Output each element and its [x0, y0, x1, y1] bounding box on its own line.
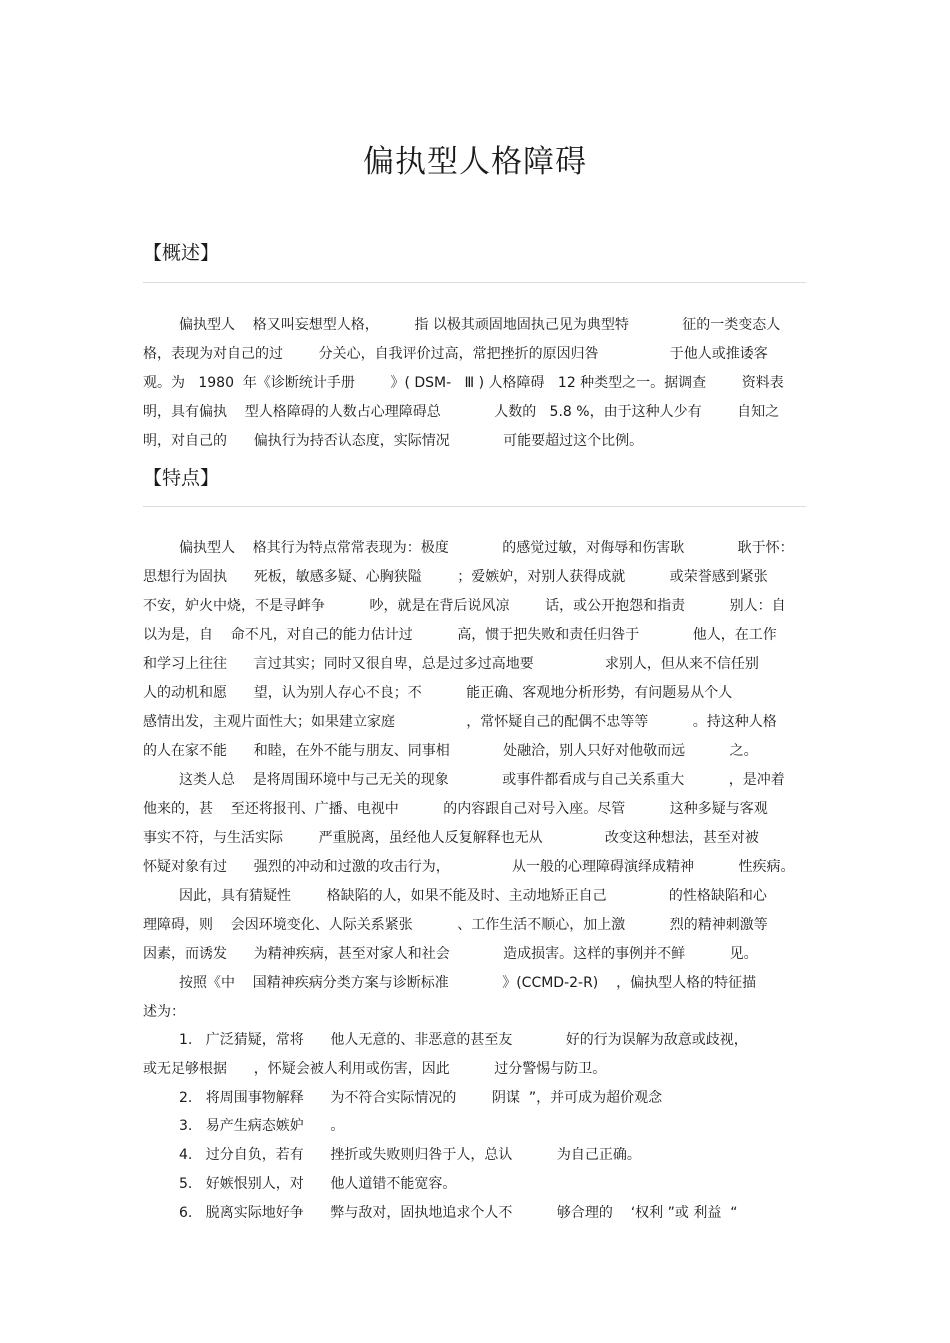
text-line: 6. 脱离实际地好争 弊与敌对，固执地追求个人不 够合理的 ‘权利 ”或 利益 “: [179, 1205, 738, 1221]
text-line: 不安，妒火中烧，不是寻衅争 吵，就是在背后说风凉 话，或公开抱怨和指责 别人：自: [143, 598, 786, 614]
text-line: 以为是，自 命不凡，对自己的能力估计过 高，惯于把失败和责任归咎于 他人，在工作: [143, 627, 777, 643]
text-line: 5. 好嫉恨别人，对 他人道错不能宽容。: [179, 1176, 457, 1192]
section-divider: [143, 506, 806, 507]
text-line: 人的动机和愿 望，认为别人存心不良；不 能正确、客观地分析形势，有问题易从个人: [143, 685, 733, 701]
text-line: 4. 过分自负，若有 挫折或失败则归咎于人，总认 为自己正确。: [179, 1147, 641, 1163]
text-line: 2. 将周围事物解释 为不符合实际情况的 阴谋 ”，并可成为超价观念: [179, 1090, 663, 1106]
text-line: 1. 广泛猜疑，常将 他人无意的、非恶意的甚至友 好的行为误解为敌意或歧视，: [179, 1032, 748, 1048]
text-line: 感情出发，主观片面性大；如果建立家庭 ，常怀疑自己的配偶不忠等等 。持这种人格: [143, 714, 777, 730]
text-line: 或无足够根据 ，怀疑会被人利用或伤害，因此 过分警惕与防卫。: [143, 1061, 607, 1077]
section-heading-features: 【特点】: [143, 467, 220, 489]
text-line: 述为：: [143, 1004, 185, 1020]
text-line: 他来的，甚 至还将报刊、广播、电视中 的内容跟自己对号入座。尽管 这种多疑与客观: [143, 801, 768, 817]
text-line: 明，具有偏执 型人格障碍的人数占心理障碍总 人数的 5.8 %，由于这种人少有 自知之: [143, 404, 780, 420]
section-heading-overview: 【概述】: [143, 242, 220, 264]
text-line: 因素，而诱发 为精神疾病，甚至对家人和社会 造成损害。这样的事例并不鲜 见。: [143, 946, 758, 962]
text-line: 明，对自己的 偏执行为持否认态度，实际情况 可能要超过这个比例。: [143, 433, 644, 449]
text-line: 观。为 1980 年《诊断统计手册 》( DSM- Ⅲ ) 人格障碍 12 种类型之一。据调查 资料表: [143, 375, 784, 391]
text-line: 这类人总 是将周围环境中与己无关的现象 或事件都看成与自己关系重大 ，是冲着: [179, 772, 785, 788]
text-line: 按照《中 国精神疾病分类方案与诊断标准 》(CCMD-2-R) ，偏执型人格的特征描: [179, 975, 757, 991]
text-line: 的人在家不能 和睦，在外不能与朋友、同事相 处融洽，别人只好对他敬而远 之。: [143, 743, 758, 759]
text-line: 思想行为固执 死板，敏感多疑、心胸狭隘 ；爱嫉妒，对别人获得成就 或荣誉感到紧张: [143, 569, 768, 585]
text-line: 3. 易产生病态嫉妒 。: [179, 1118, 345, 1134]
text-line: 偏执型人 格又叫妄想型人格， 指 以极其顽固地固执己见为典型特 征的一类变态人: [179, 317, 781, 333]
text-line: 和学习上往往 言过其实；同时又很自卑，总是过多过高地要 求别人，但从来不信任别: [143, 656, 759, 672]
text-line: 因此，具有猜疑性 格缺陷的人，如果不能及时、主动地矫正自己 的性格缺陷和心: [179, 888, 767, 904]
text-line: 事实不符，与生活实际 严重脱离，虽经他人反复解释也无从 改变这种想法，甚至对被: [143, 830, 759, 846]
page-title: 偏执型人格障碍: [363, 144, 587, 180]
text-line: 怀疑对象有过 强烈的冲动和过激的攻击行为， 从一般的心理障碍演绎成精神 性疾病。: [143, 859, 795, 875]
text-line: 理障碍，则 会因环境变化、人际关系紧张 、工作生活不顺心，加上激 烈的精神刺激等: [143, 917, 768, 933]
section-divider: [143, 282, 806, 283]
text-line: 格，表现为对自己的过 分关心，自我评价过高，常把挫折的原因归咎 于他人或推诿客: [143, 346, 768, 362]
text-line: 偏执型人 格其行为特点常常表现为：极度 的感觉过敏，对侮辱和伤害耿 耿于怀：: [179, 540, 794, 556]
